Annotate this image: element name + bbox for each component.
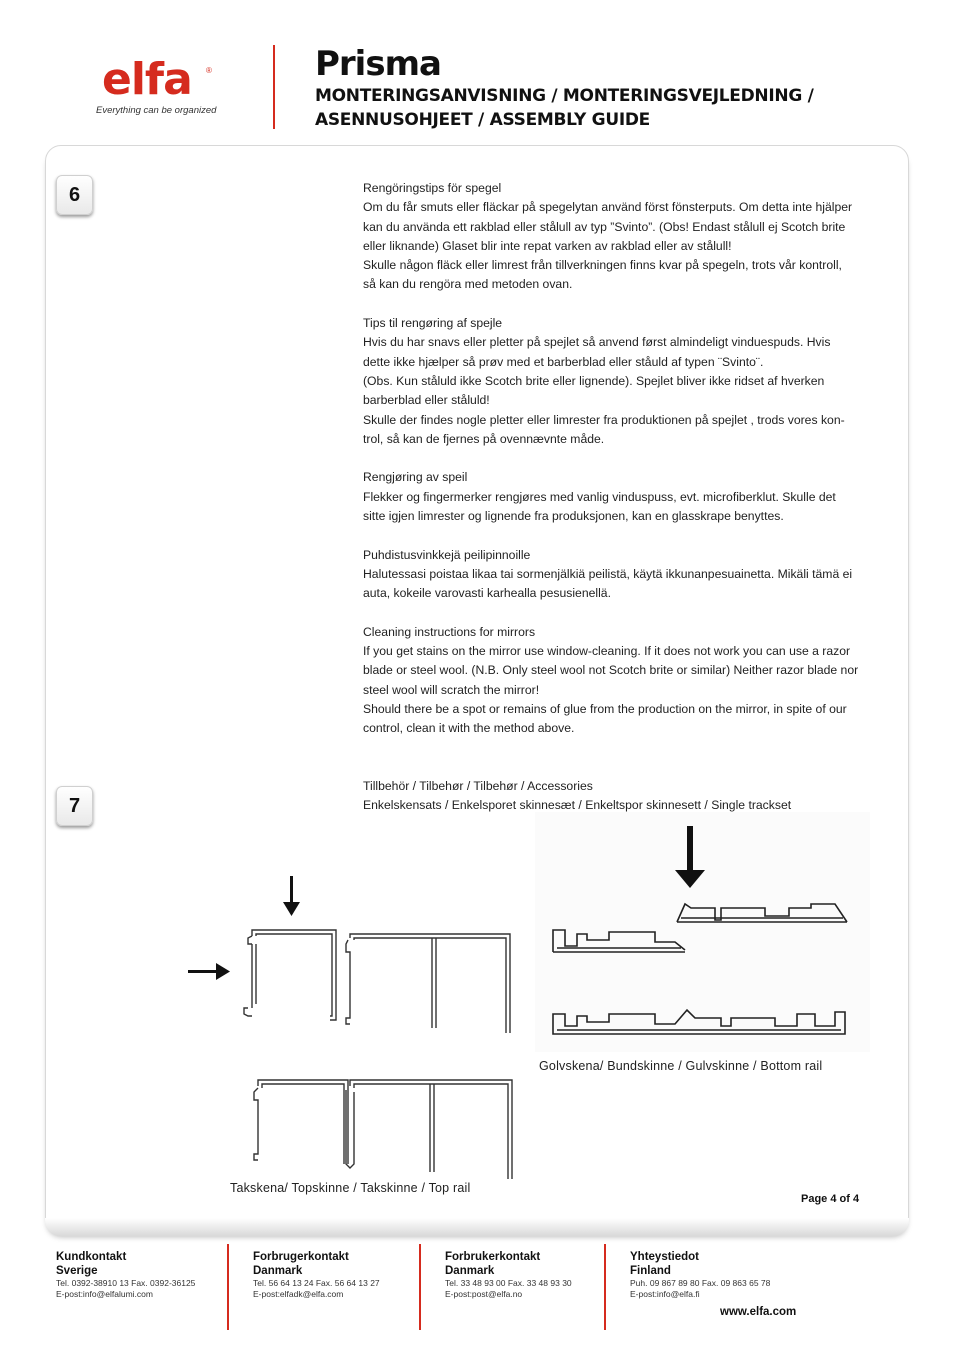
text-line: (Obs. Kun ståluld ikke Scotch brite eller lignende). Spejlet bliver ikke ridset af hverken [363,373,825,388]
contact-email[interactable]: E-post:info@elfa.fi [630,1289,700,1299]
text-line: Skulle någon fläck eller limrest från tillverkningen finns kvar på spegeln, trots vår kontroll, [363,258,842,273]
footer-contact-sweden [56,1250,195,1300]
subtitle-line-1: MONTERINGSANVISNING / MONTERINGSVEJLEDNING / [315,86,814,106]
header-divider [273,45,275,129]
text-line: Halutessasi poistaa likaa tai sormenjälkiä peilistä, käytä ikkunanpesuainetta. Mikäli tämä ei [363,566,853,581]
arrow-down-head [675,870,705,888]
arrow-down-shaft [687,826,693,872]
page-number: Page 4 of 4 [801,1193,860,1205]
footer-divider [419,1244,421,1330]
contact-title: Kundkontakt [56,1251,127,1263]
contact-email[interactable]: E-post:elfadk@elfa.com [253,1289,344,1299]
top-rail-profile-lower-diagram [250,1074,525,1184]
website-link[interactable]: www.elfa.com [720,1306,797,1318]
contact-title: Forbrugerkontakt [253,1251,349,1263]
cleaning-section-finnish [363,546,893,604]
footer-contact-denmark [253,1250,380,1300]
contact-email[interactable]: E-post:info@elfalumi.com [56,1289,153,1299]
contact-phone: Tel. 56 64 13 24 Fax. 56 64 13 27 [253,1278,380,1288]
text-line: Skulle der findes nogle pletter eller limrester fra produktionen på spejlet , trods vores kon- [363,412,845,427]
contact-phone: Tel. 0392-38910 13 Fax. 0392-36125 [56,1278,196,1288]
arrow-right-shaft [188,970,218,973]
contact-title: Yhteystiedot [630,1251,700,1263]
text-line: Tips til rengøring af spejle [363,316,503,331]
cleaning-section-english [363,623,893,739]
document-title: Prisma [315,44,441,84]
contact-country: Finland [630,1265,671,1277]
text-line: Hvis du har snavs eller pletter på spejlet så anvend først almindeligt vinduespuds. Hvis [363,335,831,350]
contact-country: Sverige [56,1265,98,1277]
top-rail-caption: Takskena/ Topskinne / Takskinne / Top rail [230,1181,471,1195]
bottom-rail-profile-diagram [535,812,870,1052]
step-7-badge: 7 [56,786,93,826]
text-line: så kan du rengöra med metoden ovan. [363,277,573,292]
panel-bottom-edge [45,1218,909,1236]
accessories-heading: Tillbehör / Tilbehør / Tilbehør / Accessories [363,779,593,793]
cleaning-section-danish [363,314,893,449]
elfa-logo [96,54,236,122]
cleaning-section-swedish [363,179,893,295]
step-6-badge: 6 [56,175,93,215]
contact-phone: Puh. 09 867 89 80 Fax. 09 863 65 78 [630,1278,771,1288]
subtitle-line-2: ASENNUSOHJEET / ASSEMBLY GUIDE [315,110,650,130]
text-line: Puhdistusvinkkejä peilipinnoille [363,547,531,562]
cleaning-instructions [363,179,893,758]
text-line: control, clean it with the method above. [363,721,575,736]
document-subtitle [315,84,875,132]
text-line: dette ikke hjælper så prøv med et barberblad eller ståuld af typen ¨Svinto¨. [363,354,764,369]
footer-contact-norway [445,1250,572,1300]
logo-wordmark: elfa [102,54,192,105]
trackset-label: Enkelskensats / Enkelsporet skinnesæt / Enkeltspor skinnesett / Single trackset [363,798,792,813]
bottom-rail-caption: Golvskena/ Bundskinne / Gulvskinne / Bottom rail [539,1059,823,1073]
cleaning-section-norwegian [363,468,893,526]
text-line: eller liknande) Glaset blir inte repat varken av rakblad eller av stålull! [363,238,732,253]
text-line: steel wool will scratch the mirror! [363,682,540,697]
arrow-down-shaft [290,876,293,904]
contact-country: Danmark [445,1265,495,1277]
contact-phone: Tel. 33 48 93 00 Fax. 33 48 93 30 [445,1278,572,1288]
registered-mark: ® [206,66,212,75]
contact-country: Danmark [253,1265,303,1277]
accessories-text [363,777,893,816]
footer-divider [227,1244,229,1330]
text-line: auta, kokeile varovasti karhealla pesusienellä. [363,586,611,601]
text-line: trol, så kan de fjernes på ovennævnte måde. [363,431,605,446]
text-line: Cleaning instructions for mirrors [363,624,536,639]
text-line: kan du använda ett rakblad eller stålull av typ ”Svinto”. (Obs! Endast stålull ej Scotch brite [363,219,846,234]
contact-title: Forbrukerkontakt [445,1251,541,1263]
footer-contact-finland [630,1250,770,1300]
arrow-right-head [216,963,230,980]
text-line: Flekker og fingermerker rengjøres med vanlig vinduspuss, evt. microfiberklut. Skulle det [363,489,836,504]
text-line: Om du får smuts eller fläckar på spegelytan använd först fönsterputs. Om detta inte hjälper [363,200,853,215]
text-line: Rengöringstips för spegel [363,181,502,195]
contact-email[interactable]: E-post:post@elfa.no [445,1289,523,1299]
text-line: Should there be a spot or remains of glue from the production on the mirror, in spite of our [363,702,847,717]
text-line: sitte igjen limrester og lignende fra produksjonen, kan en glasskrape benyttes. [363,509,784,524]
text-line: blade or steel wool. (N.B. Only steel wool not Scotch brite or similar) Neither razor blade nor [363,663,859,678]
footer-divider [604,1244,606,1330]
text-line: barberblad eller ståluld! [363,393,490,408]
arrow-down-head [283,902,300,916]
text-line: Rengjøring av speil [363,470,468,485]
logo-tagline: Everything can be organized [96,105,217,116]
top-rail-profile-diagram [180,868,525,1048]
text-line: If you get stains on the mirror use window-cleaning. If it does not work you can use a razor [363,644,851,659]
